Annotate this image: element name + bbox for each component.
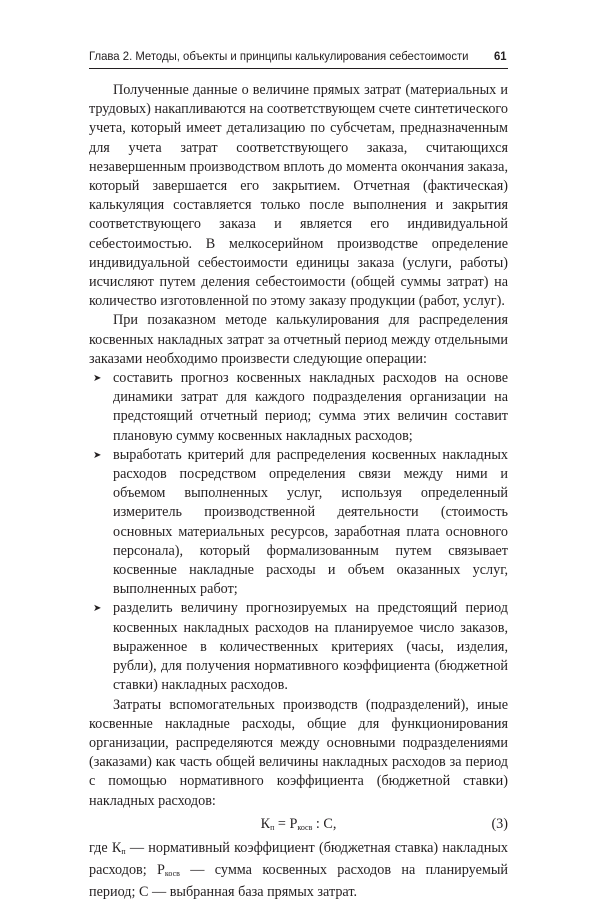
list-item-text: составить прогноз косвенных накладных расходов на основе динамики затрат для каждого подразделения организации на предстоящий отчетный период; сумма этих величин составит плановую сумму косвенных накладных расходов; (113, 370, 508, 444)
paragraph-3: Затраты вспомогательных производств (подразделений), иные косвенные накладные расходы, общие для функционирования организации, распределяются между основными подразделениями (заказами) как часть общей величины накладных расходов за период с помощью нормативного коэффициента (бюджетной ставки) накладных расходов: (89, 696, 508, 809)
equation-number: (3) (491, 815, 508, 832)
bullet-arrow-icon: ➤ (93, 603, 102, 615)
list-item (89, 446, 508, 600)
bullet-arrow-icon: ➤ (93, 373, 102, 385)
bullet-arrow-icon: ➤ (93, 449, 102, 461)
list-item-text: разделить величину прогнозируемых на предстоящий период косвенных накладных расходов на планируемое число заказов, выраженное в количественных критериях (часы, изделия, рубли), для получения нормативного коэффициента (бюджетной ставки) накладных расходов. (113, 600, 508, 694)
list-item-text: выработать критерий для распределения косвенных накладных расходов посредством определения связи между ними и объемом выполненных услуг, используя определенный измеритель производственной деятельности (стоимость основных материальных ресурсов, заработная плата основного персонала), который формализованным путем связывает косвенные накладные расходы и объем оказанных услуг, выполненных работ; (113, 446, 508, 598)
paragraph-2: При позаказном методе калькулирования для распределения косвенных накладных затрат за отчетный период между отдельными заказами необходимо произвести следующие операции: (89, 312, 508, 367)
list-item (89, 369, 508, 446)
list-item (89, 599, 508, 695)
formula-expression: $К_п = Р_{косв}$ : С, (260, 815, 337, 832)
page-body (89, 81, 508, 902)
formula-explanation: где $К_п$ — нормативный коэффициент (бюджетная ставка) накладных расходов; $Р_{косв}$ — сумма косвенных расходов на планируемый период; С — выбранная база прямых затрат. (89, 839, 508, 901)
paragraph-1: Полученные данные о величине прямых затрат (материальных и трудовых) накапливаются на соответствующем счете синтетического учета, который имеет детализацию по субсчетам, предназначенным для учета затрат соответствующего заказа, считающихся незавершенным производством вплоть до момента окончания заказа, который завершается его закрытием. Отчетная (фактическая) калькуляция составляется только после выполнения и закрытия соответствующего заказа и является его индивидуальной себестоимостью. В мелкосерийном производстве определение индивидуальной себестоимости единицы заказа (услуги, работы) исчисляют путем деления себестоимости (общей суммы затрат) на количество изготовленной по этому заказу продукции (работ, услуг). (89, 82, 508, 310)
header-rule (89, 68, 508, 69)
formula-3 (89, 815, 508, 839)
chapter-title: Глава 2. Методы, объекты и принципы калькулирования себестоимости (89, 49, 469, 63)
book-page (89, 0, 508, 901)
operations-list (89, 369, 508, 695)
running-header (89, 49, 507, 69)
page-number: 61 (493, 49, 507, 63)
